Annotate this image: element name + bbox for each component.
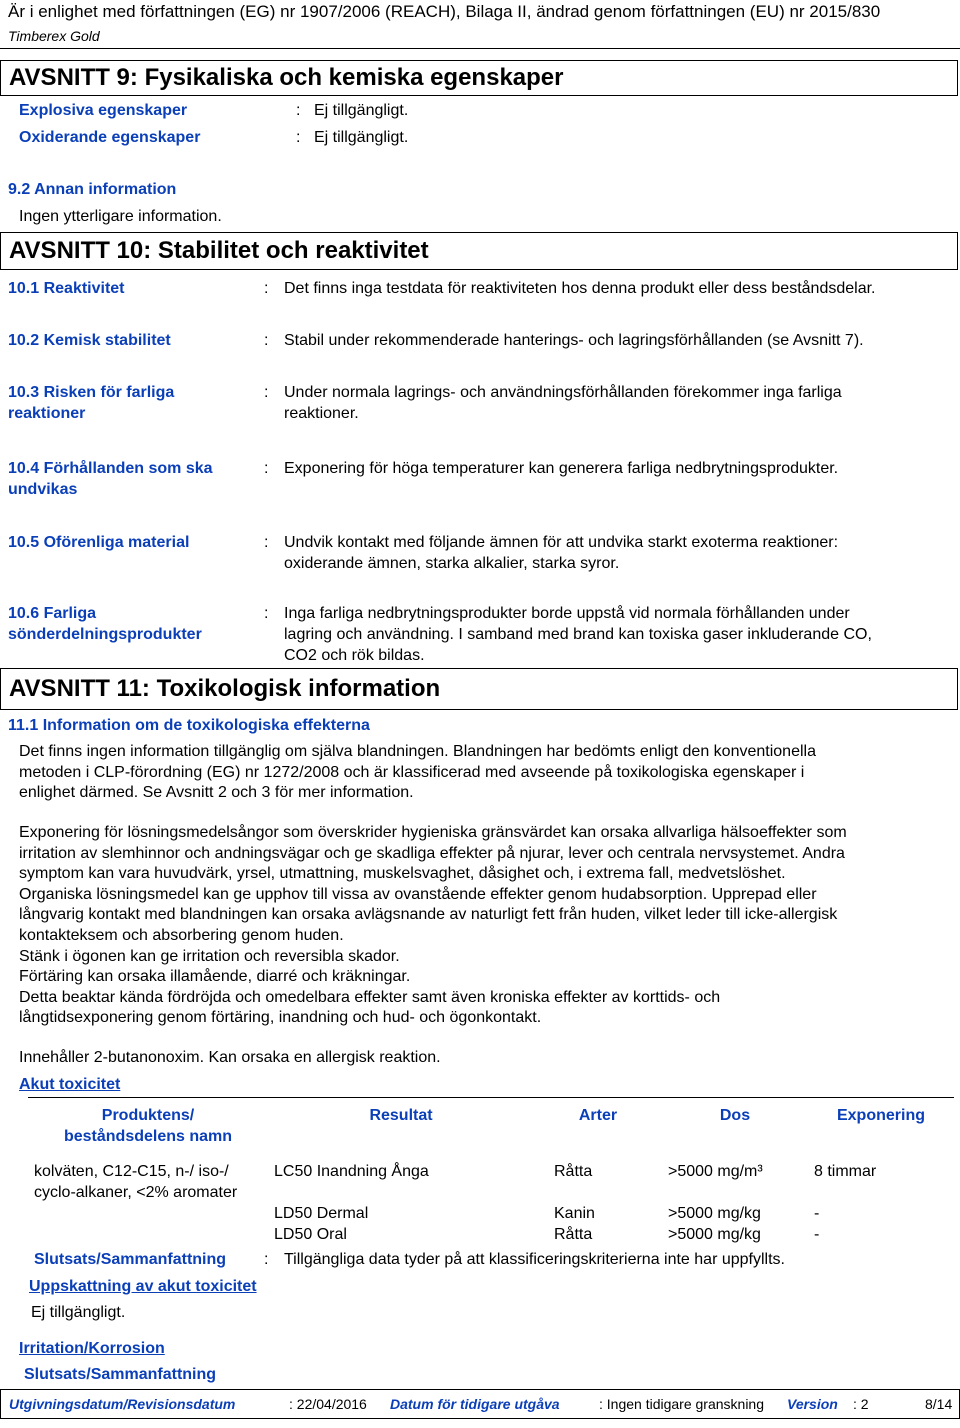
text-line: långvarig kontakt med blandningen kan orsaka avlägsnande av naturligt fett från huden, vilket leder till icke-allergisk — [19, 906, 838, 924]
cell-species: Råtta — [554, 1226, 593, 1243]
label-line: sönderdelningsprodukter — [8, 626, 202, 643]
cell-result: LD50 Dermal — [274, 1205, 369, 1222]
explosive-label: Explosiva egenskaper — [19, 102, 188, 119]
mixture-paragraph — [19, 742, 949, 804]
section-10-title: AVSNITT 10: Stabilitet och reaktivitet — [0, 232, 958, 270]
cell-dose: >5000 mg/m³ — [668, 1163, 763, 1180]
cell-name — [28, 1147, 268, 1203]
ate-link[interactable]: Uppskattning av akut toxicitet — [29, 1278, 257, 1295]
text-line: enlighet därmed. Se Avsnitt 2 och 3 för mer information. — [19, 784, 414, 802]
cell-exposure: - — [814, 1205, 820, 1222]
product-name: Timberex Gold — [8, 28, 100, 44]
decomposition-value — [284, 603, 944, 666]
stability-label: 10.2 Kemisk stabilitet — [8, 332, 171, 349]
cell-exposure: 8 timmar — [814, 1163, 877, 1180]
label-line: 10.6 Farliga — [8, 605, 97, 622]
exposure-paragraph — [19, 823, 949, 1029]
value-line: Inga farliga nedbrytningsprodukter borde uppstå vid normala förhållanden under — [284, 605, 850, 622]
table-row — [28, 1203, 954, 1224]
header-dose: Dos — [719, 1107, 751, 1124]
section-9-title: AVSNITT 9: Fysikaliska och kemiska egenskaper — [0, 60, 958, 96]
header-line: Produktens/ — [101, 1107, 195, 1124]
cell-line: cyclo-alkaner, <2% aromater — [34, 1184, 238, 1201]
colon: : — [264, 460, 269, 477]
header-species: Arter — [578, 1107, 618, 1124]
issue-date-value: : 22/04/2016 — [289, 1396, 367, 1412]
incompatible-value — [284, 532, 944, 574]
table-row — [28, 1224, 954, 1245]
text-line: irritation av slemhinnor och andningsvägar och ge skadliga effekter på njurar, lever och centrala nervsystemet. Andra — [19, 844, 845, 862]
colon: : — [264, 605, 269, 622]
prev-date-label: Datum för tidigare utgåva — [390, 1396, 560, 1412]
cell-result: LD50 Oral — [274, 1226, 347, 1243]
other-info-title: 9.2 Annan information — [8, 181, 177, 198]
conditions-avoid-value: Exponering för höga temperaturer kan generera farliga nedbrytningsprodukter. — [284, 460, 839, 477]
decomposition-label — [8, 603, 202, 645]
value-line: oxiderande ämnen, starka alkalier, starka syror. — [284, 555, 620, 572]
ate-value: Ej tillgängligt. — [31, 1304, 126, 1321]
oxidizing-label: Oxiderande egenskaper — [19, 129, 201, 146]
text-line: Stänk i ögonen kan ge irritation och reversibla skador. — [19, 947, 400, 965]
label-line: undvikas — [8, 481, 78, 498]
contains-text: Innehåller 2-butanonoxim. Kan orsaka en allergisk reaktion. — [19, 1049, 441, 1066]
acute-toxicity-table — [28, 1100, 954, 1245]
header-line: beståndsdelens namn — [63, 1128, 233, 1145]
table-header-row — [28, 1100, 954, 1147]
hazardous-reactions-label — [8, 382, 174, 424]
cell-species: Råtta — [554, 1163, 593, 1180]
text-line: symptom kan vara huvudvärk, yrsel, utmattning, muskelsvaghet, dåsighet och, i extrema fall, medvetslöshet. — [19, 865, 786, 883]
acute-toxicity-link[interactable]: Akut toxicitet — [19, 1076, 121, 1093]
oxidizing-value: Ej tillgängligt. — [314, 129, 409, 146]
irritation-link[interactable]: Irritation/Korrosion — [19, 1340, 165, 1357]
table-row — [28, 1147, 954, 1203]
version-label: Version — [787, 1396, 838, 1412]
conditions-avoid-label — [8, 458, 213, 500]
colon: : — [264, 534, 269, 551]
colon: : — [264, 332, 269, 349]
header-product — [28, 1100, 268, 1147]
label-line: reaktioner — [8, 405, 86, 422]
value-line: lagring och användning. I samband med brand kan toxiska gaser inkluderande CO, — [284, 626, 872, 643]
issue-date-label: Utgivningsdatum/Revisionsdatum — [9, 1396, 236, 1412]
table-top-rule — [28, 1097, 954, 1098]
reactivity-label: 10.1 Reaktivitet — [8, 280, 125, 297]
hazardous-reactions-value — [284, 382, 944, 424]
explosive-value: Ej tillgängligt. — [314, 102, 409, 119]
version-value: : 2 — [853, 1396, 869, 1412]
label-line: 10.3 Risken för farliga — [8, 384, 175, 401]
value-line: Under normala lagrings- och användningsförhållanden förekommer inga farliga — [284, 384, 842, 401]
text-line: Det finns ingen information tillgänglig om själva blandningen. Blandningen har bedömts enligt den konventionella — [19, 743, 816, 760]
cell-exposure: - — [814, 1226, 820, 1243]
header-divider — [0, 48, 960, 49]
colon: : — [296, 129, 301, 146]
reactivity-value: Det finns inga testdata för reaktiviteten hos denna produkt eller dess beståndsdelar. — [284, 280, 876, 297]
text-line: Förtäring kan orsaka illamående, diarré och kräkningar. — [19, 968, 411, 986]
colon: : — [264, 384, 269, 401]
header-exposure: Exponering — [836, 1107, 925, 1124]
cell-dose: >5000 mg/kg — [668, 1205, 761, 1222]
text-line: Detta beaktar kända fördröjda och omedelbara effekter samt även kroniska effekter av korttids- och — [19, 988, 721, 1006]
text-line: kontakteksem och absorbering genom huden. — [19, 926, 344, 944]
conclusion-value: Tillgängliga data tyder på att klassificeringskriterierna inte har uppfyllts. — [284, 1251, 785, 1268]
cell-name — [28, 1224, 268, 1245]
colon: : — [264, 280, 269, 297]
other-info-text: Ingen ytterligare information. — [19, 208, 222, 225]
prev-date-value: : Ingen tidigare granskning — [599, 1396, 764, 1412]
section-11-title: AVSNITT 11: Toxikologisk information — [0, 668, 958, 710]
incompatible-label: 10.5 Oförenliga material — [8, 534, 190, 551]
irritation-conclusion-label: Slutsats/Sammanfattning — [24, 1366, 217, 1383]
toxicological-effects-title: 11.1 Information om de toxikologiska effekterna — [8, 717, 370, 734]
label-line: 10.4 Förhållanden som ska — [8, 460, 213, 477]
page-footer — [0, 1389, 960, 1419]
cell-line: kolväten, C12-C15, n-/ iso-/ — [34, 1163, 229, 1180]
text-line: Exponering för lösningsmedelsångor som överskrider hygieniska gränsvärdet kan orsaka allvarliga hälsoeffekter som — [19, 824, 847, 841]
cell-species: Kanin — [554, 1205, 595, 1222]
page-number: 8/14 — [925, 1396, 953, 1412]
conclusion-label: Slutsats/Sammanfattning — [34, 1251, 227, 1268]
cell-result: LC50 Inandning Ånga — [274, 1163, 429, 1180]
text-line: metoden i CLP-förordning (EG) nr 1272/2008 och är klassificerad med avseende på toxikologiska egenskaper i — [19, 763, 805, 781]
text-line: Organiska lösningsmedel kan ge upphov till vissa av ovanstående effekter genom hudabsorption. Upprepad eller — [19, 885, 817, 903]
value-line: reaktioner. — [284, 405, 359, 422]
text-line: långtidsexponering genom förtäring, inandning och hud- och ögonkontakt. — [19, 1009, 542, 1027]
colon: : — [264, 1251, 269, 1268]
value-line: CO2 och rök bildas. — [284, 647, 425, 664]
header-result: Resultat — [369, 1107, 433, 1124]
value-line: Undvik kontakt med följande ämnen för att undvika starkt exoterma reaktioner: — [284, 534, 839, 551]
cell-dose: >5000 mg/kg — [668, 1226, 761, 1243]
stability-value: Stabil under rekommenderade hanterings- och lagringsförhållanden (se Avsnitt 7). — [284, 332, 864, 349]
colon: : — [296, 102, 301, 119]
regulation-header: Är i enlighet med författningen (EG) nr 1907/2006 (REACH), Bilaga II, ändrad genom författningen (EU) nr 2015/830 — [8, 2, 881, 21]
cell-name — [28, 1203, 268, 1224]
